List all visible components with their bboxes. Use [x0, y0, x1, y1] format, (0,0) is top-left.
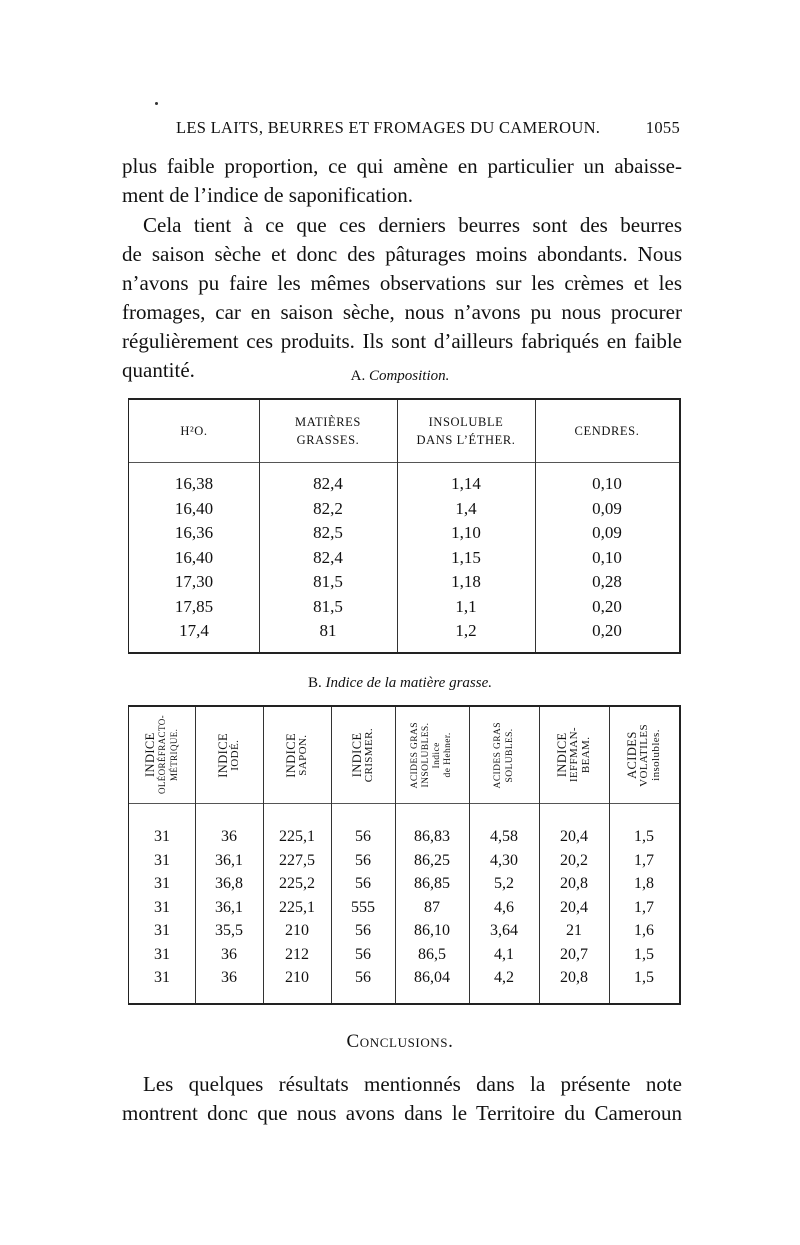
- table-cell: 31: [154, 898, 170, 916]
- table-cell: 4,30: [490, 851, 518, 869]
- table-cell: 35,5: [215, 922, 243, 939]
- table-cell: 1,7: [634, 898, 654, 916]
- fat-index-table: [128, 705, 681, 1005]
- table-cell: 16,40: [174, 547, 214, 567]
- header-insoluble: INSOLUBLE DANS L’ÉTHER.: [416, 415, 516, 447]
- table-cell: 86,10: [414, 922, 450, 939]
- table-cell: 4,6: [494, 898, 514, 916]
- table-cell: 1,5: [634, 828, 654, 845]
- table-cell: 36,1: [215, 898, 243, 916]
- column-indice-crismer: [331, 825, 395, 990]
- column-indice-oleorefracto: [129, 825, 195, 990]
- table-a-caption: [0, 368, 800, 385]
- table-cell: 1,18: [451, 572, 481, 591]
- header-cendres: CENDRES.: [574, 424, 640, 438]
- table-cell: 20,2: [560, 851, 588, 869]
- column-cendres: [535, 472, 679, 644]
- column-acides-volatiles: [609, 825, 679, 990]
- header-indice-ieffmanbeam: INDICE IEFFMAN- BEAM.: [555, 727, 592, 783]
- table-cell: 1,8: [634, 875, 654, 892]
- column-indice-sapon: [263, 825, 331, 990]
- table-cell: 31: [154, 875, 170, 892]
- table-cell: 555: [351, 898, 375, 916]
- table-cell: 20,8: [560, 875, 588, 892]
- paragraph-2: [122, 211, 682, 385]
- section-heading-conclusions: Conclusions.: [346, 1031, 454, 1052]
- table-cell: 86,04: [414, 969, 450, 986]
- table-cell: 20,8: [560, 969, 588, 986]
- table-cell: 31: [154, 922, 170, 939]
- table-cell: 3,64: [490, 922, 518, 939]
- header-h2o: H²O.: [180, 424, 208, 438]
- header-acides-volatiles: ACIDES VOLATILES insolubles.: [625, 723, 662, 787]
- text-line: montrent donc que nous avons dans le Territoire du Cameroun: [122, 1101, 682, 1125]
- text-line: plus faible proportion, ce qui amène en particulier un abaisse-: [122, 154, 682, 178]
- table-cell: 1,14: [451, 474, 481, 493]
- composition-table: [128, 398, 681, 654]
- table-cell: 1,2: [455, 621, 477, 640]
- column-indice-iode: [195, 825, 263, 990]
- header-rule: [129, 803, 679, 804]
- table-cell: 0,20: [592, 621, 622, 640]
- caption-title: Composition.: [368, 368, 450, 384]
- text-line: fromages, car en saison sèche, nous n’avons pu nous procurer: [122, 300, 682, 324]
- table-cell: 212: [285, 945, 309, 963]
- table-cell: 20,4: [560, 828, 588, 845]
- header-acides-gras-insolubles: ACIDES GRAS INSOLUBLES. Indice de Hehner.: [410, 721, 453, 789]
- header-indice-iode: INDICE IODÉ.: [216, 732, 241, 778]
- table-cell: 17,85: [174, 596, 214, 616]
- table-cell: 36: [221, 969, 237, 986]
- table-cell: 1,15: [451, 547, 481, 567]
- table-cell: 227,5: [279, 851, 315, 869]
- table-cell: 17,4: [179, 621, 209, 640]
- table-cell: 17,30: [174, 572, 214, 591]
- header-matieres-grasses: MATIÈRES GRASSES.: [295, 415, 361, 447]
- table-cell: 16,36: [174, 523, 214, 542]
- table-cell: 0,10: [592, 547, 622, 567]
- running-title: LES LAITS, BEURRES ET FROMAGES DU CAMEROUN.: [176, 118, 601, 137]
- caption-title: Indice de la matière grasse.: [325, 675, 492, 691]
- text-line: quantité.: [122, 358, 195, 382]
- header-indice-sapon: INDICE SAPON.: [284, 732, 309, 778]
- text-line: régulièrement ces produits. Ils sont d’ailleurs fabriqués en faible: [122, 329, 682, 353]
- column-indice-ieffmanbeam: [539, 825, 609, 990]
- table-cell: 56: [355, 851, 371, 869]
- table-cell: 210: [285, 969, 309, 986]
- table-cell: 36,1: [215, 851, 243, 869]
- table-cell: 21: [566, 922, 582, 939]
- table-cell: 0,09: [592, 498, 622, 518]
- table-cell: 56: [355, 945, 371, 963]
- table-cell: 36: [221, 945, 237, 963]
- header-indice-crismer: INDICE CRISMER.: [350, 727, 375, 783]
- text-line: n’avons pu faire les mêmes observations sur les crèmes et les: [122, 271, 682, 295]
- table-cell: 0,28: [592, 572, 622, 591]
- column-acides-gras-insolubles: [395, 825, 469, 990]
- table-cell: 16,38: [174, 474, 214, 493]
- text-line: ment de l’indice de saponification.: [122, 183, 413, 207]
- table-cell: 210: [285, 922, 309, 939]
- table-cell: 225,1: [279, 898, 315, 916]
- table-cell: 1,10: [451, 523, 481, 542]
- table-cell: 82,4: [313, 547, 343, 567]
- table-cell: 86,25: [414, 851, 450, 869]
- table-cell: 86,83: [414, 828, 450, 845]
- table-cell: 20,4: [560, 898, 588, 916]
- table-cell: 81: [319, 621, 337, 640]
- table-cell: 0,20: [592, 596, 622, 616]
- caption-prefix: B.: [307, 675, 322, 691]
- ink-dot: [155, 102, 158, 105]
- table-cell: 31: [154, 969, 170, 986]
- table-cell: 1,5: [634, 945, 654, 963]
- table-cell: 1,4: [455, 498, 477, 518]
- table-cell: 16,40: [174, 498, 214, 518]
- table-cell: 56: [355, 969, 371, 986]
- table-cell: 1,7: [634, 851, 654, 869]
- table-b-caption: [0, 675, 800, 692]
- column-matieres-grasses: [259, 472, 397, 644]
- header-indice-oleorefracto: INDICE OLÉORÉFRACTO- MÉTRIQUE.: [143, 715, 179, 795]
- table-cell: 31: [154, 945, 170, 963]
- text-line: Les quelques résultats mentionnés dans la présente note: [143, 1072, 682, 1096]
- column-acides-gras-solubles: [469, 825, 539, 990]
- table-cell: 81,5: [313, 572, 343, 591]
- table-cell: 56: [355, 875, 371, 892]
- page-number: 1055: [645, 118, 680, 137]
- table-cell: 0,10: [592, 474, 622, 493]
- table-cell: 86,85: [414, 875, 450, 892]
- table-cell: 20,7: [560, 945, 588, 963]
- table-cell: 0,09: [592, 523, 622, 542]
- table-cell: 4,1: [494, 945, 514, 963]
- table-cell: 4,58: [490, 828, 518, 845]
- table-cell: 5,2: [494, 875, 514, 892]
- table-cell: 82,5: [313, 523, 343, 542]
- column-h2o: [129, 472, 259, 644]
- table-cell: 82,4: [313, 474, 343, 493]
- table-cell: 56: [355, 828, 371, 845]
- caption-prefix: A.: [350, 368, 366, 384]
- conclusions-paragraph: [122, 1070, 682, 1128]
- table-cell: 56: [355, 922, 371, 939]
- table-cell: 87: [424, 898, 440, 916]
- table-cell: 82,2: [313, 498, 343, 518]
- table-cell: 1,6: [634, 922, 654, 939]
- table-cell: 81,5: [313, 596, 343, 616]
- table-cell: 225,2: [279, 875, 315, 892]
- table-cell: 225,1: [279, 828, 315, 845]
- table-cell: 4,2: [494, 969, 514, 986]
- table-cell: 31: [154, 851, 170, 869]
- table-cell: 1,5: [634, 969, 654, 986]
- table-cell: 36: [221, 828, 237, 845]
- table-cell: 36,8: [215, 875, 243, 892]
- paragraph-1: [122, 152, 682, 210]
- header-acides-gras-solubles: ACIDES GRAS SOLUBLES.: [493, 721, 515, 789]
- table-cell: 86,5: [418, 945, 446, 963]
- table-cell: 31: [154, 828, 170, 845]
- column-insoluble: [397, 472, 535, 644]
- text-line: de saison sèche et donc des pâturages moins abondants. Nous: [122, 242, 682, 266]
- running-header: [176, 118, 680, 138]
- text-line: Cela tient à ce que ces derniers beurres sont des beurres: [143, 213, 682, 237]
- table-cell: 1,1: [455, 596, 477, 616]
